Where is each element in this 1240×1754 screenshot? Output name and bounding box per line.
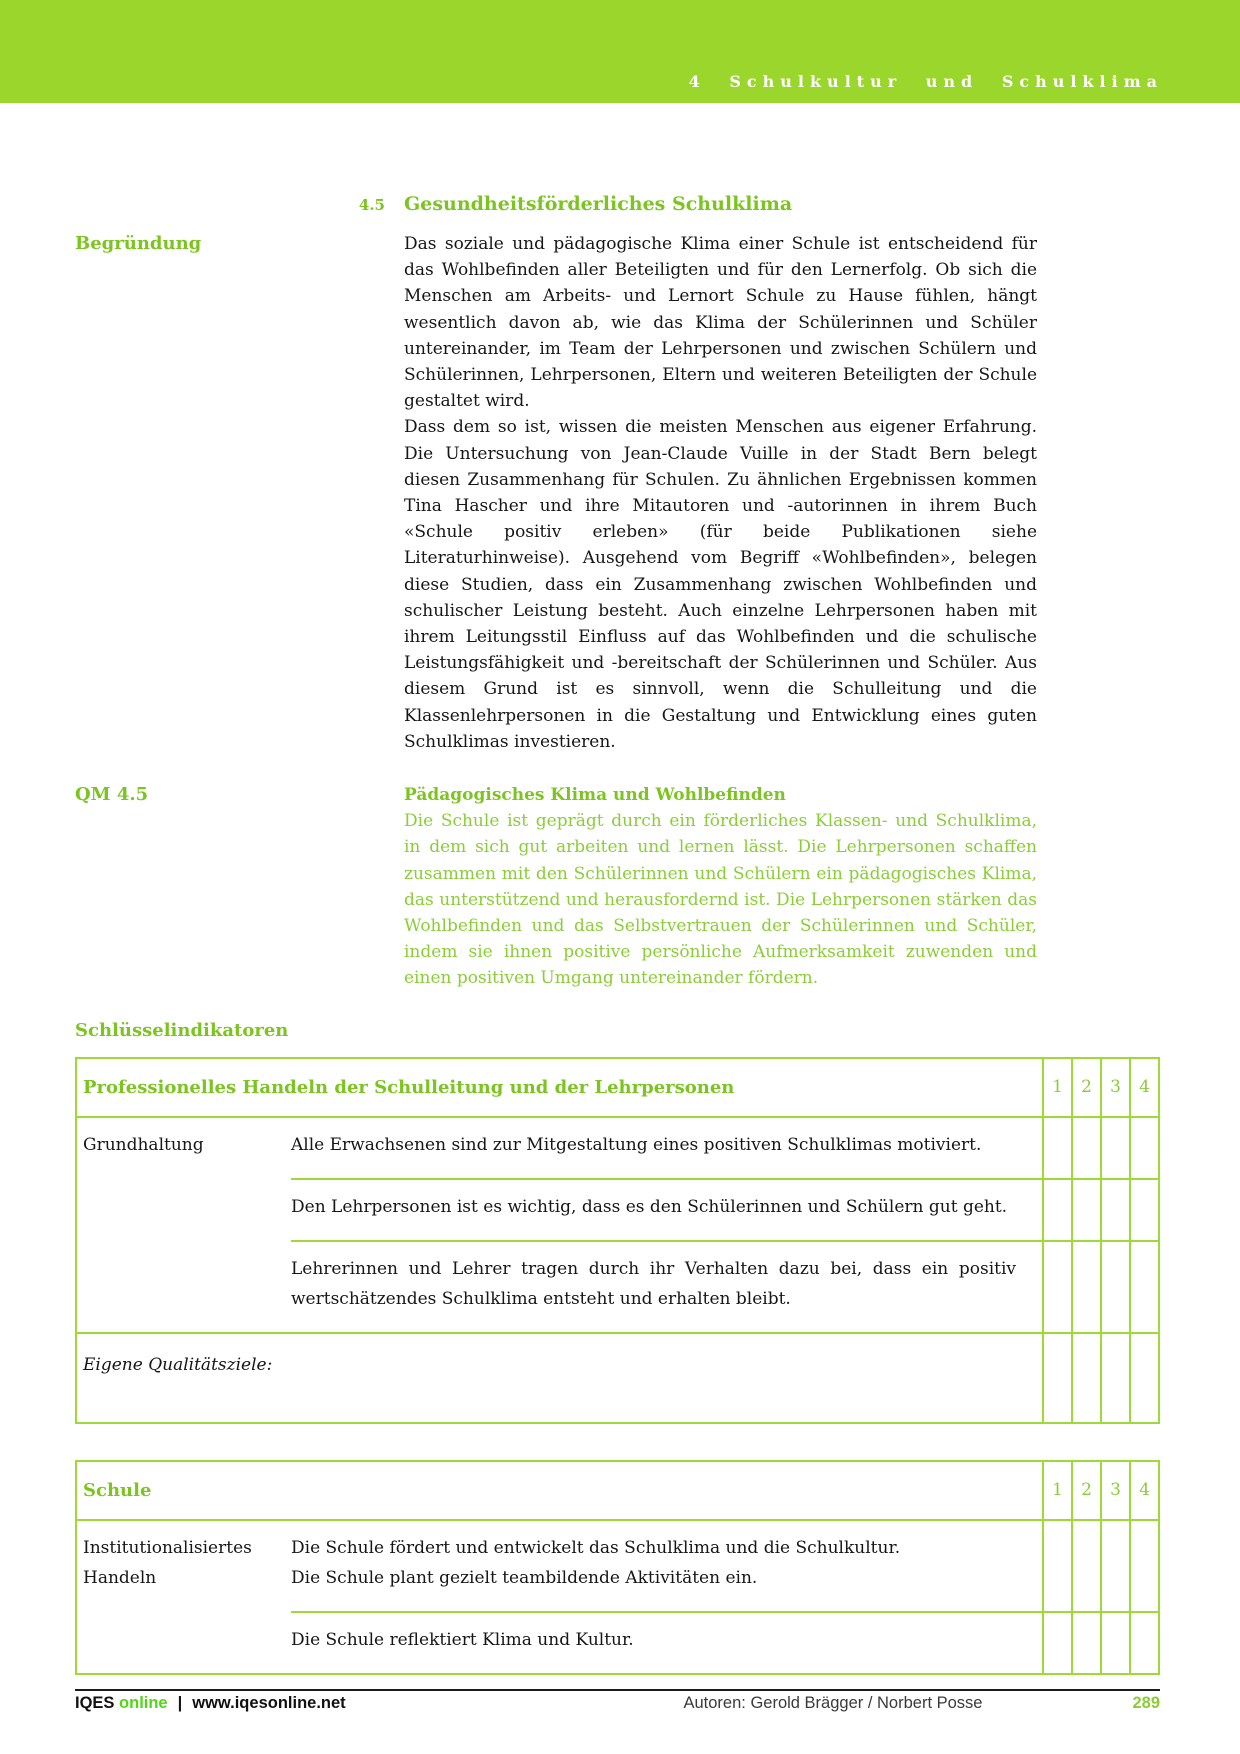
indicator-text: Lehrerinnen und Lehrer tragen durch ihr Verhalten dazu bei, dass ein positiv wertschätzendes Schulklima entsteht und erhalten bleibt. (291, 1240, 1042, 1332)
begruendung-text (404, 231, 1037, 755)
section-heading (75, 193, 1160, 215)
rating-cell (1042, 1332, 1071, 1422)
rating-column-header-1: 1 (1042, 1059, 1071, 1118)
rating-cell (1071, 1521, 1100, 1611)
rating-cell (1129, 1240, 1158, 1332)
footer-brand-accent: online (119, 1694, 168, 1712)
indicator-text: Die Schule fördert und entwickelt das Schulklima und die Schulkultur. Die Schule plant gezielt teambildende Aktivitäten ein. (291, 1537, 901, 1588)
rating-cell (1071, 1332, 1100, 1422)
indicator-text: Alle Erwachsenen sind zur Mitgestaltung eines positiven Schulklimas motiviert. (291, 1134, 982, 1155)
rating-cell (1071, 1178, 1100, 1240)
footer-separator: | (177, 1694, 183, 1712)
quality-goals-label: Eigene Qualitätsziele: (77, 1332, 1042, 1422)
rating-cell (1129, 1178, 1158, 1240)
rating-cell (1129, 1332, 1158, 1422)
rating-cell (1100, 1332, 1129, 1422)
rating-cell (1071, 1118, 1100, 1178)
section-number: 4.5 (358, 196, 385, 214)
begruendung-paragraph-1: Das soziale und pädagogische Klima einer Schule ist entscheidend für das Wohlbefinden aller Beteiligten und für den Lernerfolg. Ob sich die Menschen am Arbeits- und Lernort Schule zu Hause fühlen, hängt wesentlich davon ab, wie das Klima der Schülerinnen und Schüler untereinander, im Team der Lehrpersonen und zwischen Schülern und Schülerinnen, Lehrpersonen, Eltern und weiteren Beteiligten der Schule gestaltet wird. (404, 234, 1037, 412)
row-label-institutionalisiertes-handeln: Institutionalisiertes Handeln (83, 1537, 252, 1588)
chapter-header-bar (0, 0, 1240, 103)
indicator-text: Den Lehrpersonen ist es wichtig, dass es den Schülerinnen und Schülern gut geht. (291, 1178, 1042, 1240)
rating-cell (1129, 1118, 1158, 1178)
table-title: Professionelles Handeln der Schulleitung und der Lehrpersonen (77, 1059, 1042, 1118)
qm-text: Die Schule ist geprägt durch ein förderliches Klassen- und Schulklima, in dem sich gut arbeiten und lernen lässt. Die Lehrpersonen schaffen zusammen mit den Schülerinnen und Schülern ein pädagogisches Klima, das unterstützend und herausfordernd ist. Die Lehrpersonen stärken das Wohlbefinden und das Selbstvertrauen der Schülerinnen und Schüler, indem sie ihnen positive persönliche Aufmerksamkeit zuwenden und einen positiven Umgang untereinander fördern. (404, 811, 1037, 989)
rating-column-header-4: 4 (1129, 1059, 1158, 1118)
rating-cell (1042, 1240, 1071, 1332)
rating-cell (1100, 1240, 1129, 1332)
rating-cell (1129, 1521, 1158, 1611)
row-label-spacer (77, 1178, 291, 1240)
page-content (75, 103, 1160, 1675)
footer-brand: IQES (75, 1694, 115, 1712)
rating-cell (1042, 1521, 1071, 1611)
indicator-text: Die Schule reflektiert Klima und Kultur. (291, 1611, 1042, 1673)
begruendung-label: Begründung (75, 233, 202, 254)
rating-column-header-2: 2 (1071, 1462, 1100, 1521)
indicator-table-professionelles-handeln (75, 1057, 1160, 1424)
begruendung-paragraph-2: Dass dem so ist, wissen die meisten Menschen aus eigener Erfahrung. Die Untersuchung von Jean-Claude Vuille in der Stadt Bern belegt diesen Zusammenhang für Schulen. Zu ähnlichen Ergebnissen kommen Tina Hascher und ihre Mitautoren und -autorinnen in ihrem Buch «Schule positiv erleben» (für beide Publikationen siehe Literaturhinweise). Ausgehend vom Begriff «Wohlbefinden», belegen diese Studien, dass ein Zusammenhang zwischen Wohlbefinden und schulischer Leistung besteht. Auch einzelne Lehrpersonen haben mit ihrem Leitungsstil Einfluss auf das Wohlbefinden und die schulische Leistungsfähigkeit und -bereitschaft der Schülerinnen und Schüler. Aus diesem Grund ist es sinnvoll, wenn die Schulleitung und die Klassenlehrpersonen in die Gestaltung und Entwicklung eines guten Schulklimas investieren. (404, 417, 1037, 752)
rating-column-header-3: 3 (1100, 1059, 1129, 1118)
rating-cell (1071, 1240, 1100, 1332)
rating-column-header-1: 1 (1042, 1462, 1071, 1521)
rating-cell (1071, 1611, 1100, 1673)
rating-cell (1042, 1118, 1071, 1178)
qm-label: QM 4.5 (75, 784, 149, 806)
footer-authors: Autoren: Gerold Brägger / Norbert Posse (683, 1694, 983, 1712)
section-title: Gesundheitsförderliches Schulklima (404, 193, 793, 215)
row-label-spacer (77, 1611, 291, 1673)
page-number: 289 (1132, 1694, 1160, 1712)
rating-column-header-4: 4 (1129, 1462, 1158, 1521)
qm-title: Pädagogisches Klima und Wohlbefinden (404, 785, 786, 806)
page-footer (75, 1689, 1160, 1713)
table-title: Schule (77, 1462, 1042, 1521)
rating-cell (1100, 1521, 1129, 1611)
rating-cell (1042, 1178, 1071, 1240)
rating-column-header-3: 3 (1100, 1462, 1129, 1521)
chapter-title: 4 Schulkultur und Schulklima (688, 72, 1163, 91)
rating-cell (1100, 1118, 1129, 1178)
qm-body (404, 782, 1037, 992)
indicator-table-schule (75, 1460, 1160, 1675)
key-indicators-heading: Schlüsselindikatoren (75, 1019, 289, 1041)
row-label-grundhaltung: Grundhaltung (83, 1134, 204, 1155)
rating-cell (1129, 1611, 1158, 1673)
rating-column-header-2: 2 (1071, 1059, 1100, 1118)
begruendung-row (75, 231, 1160, 755)
rating-cell (1100, 1178, 1129, 1240)
row-label-spacer (77, 1240, 291, 1332)
rating-cell (1100, 1611, 1129, 1673)
qm-row (75, 782, 1160, 992)
footer-url: www.iqesonline.net (192, 1694, 346, 1712)
rating-cell (1042, 1611, 1071, 1673)
